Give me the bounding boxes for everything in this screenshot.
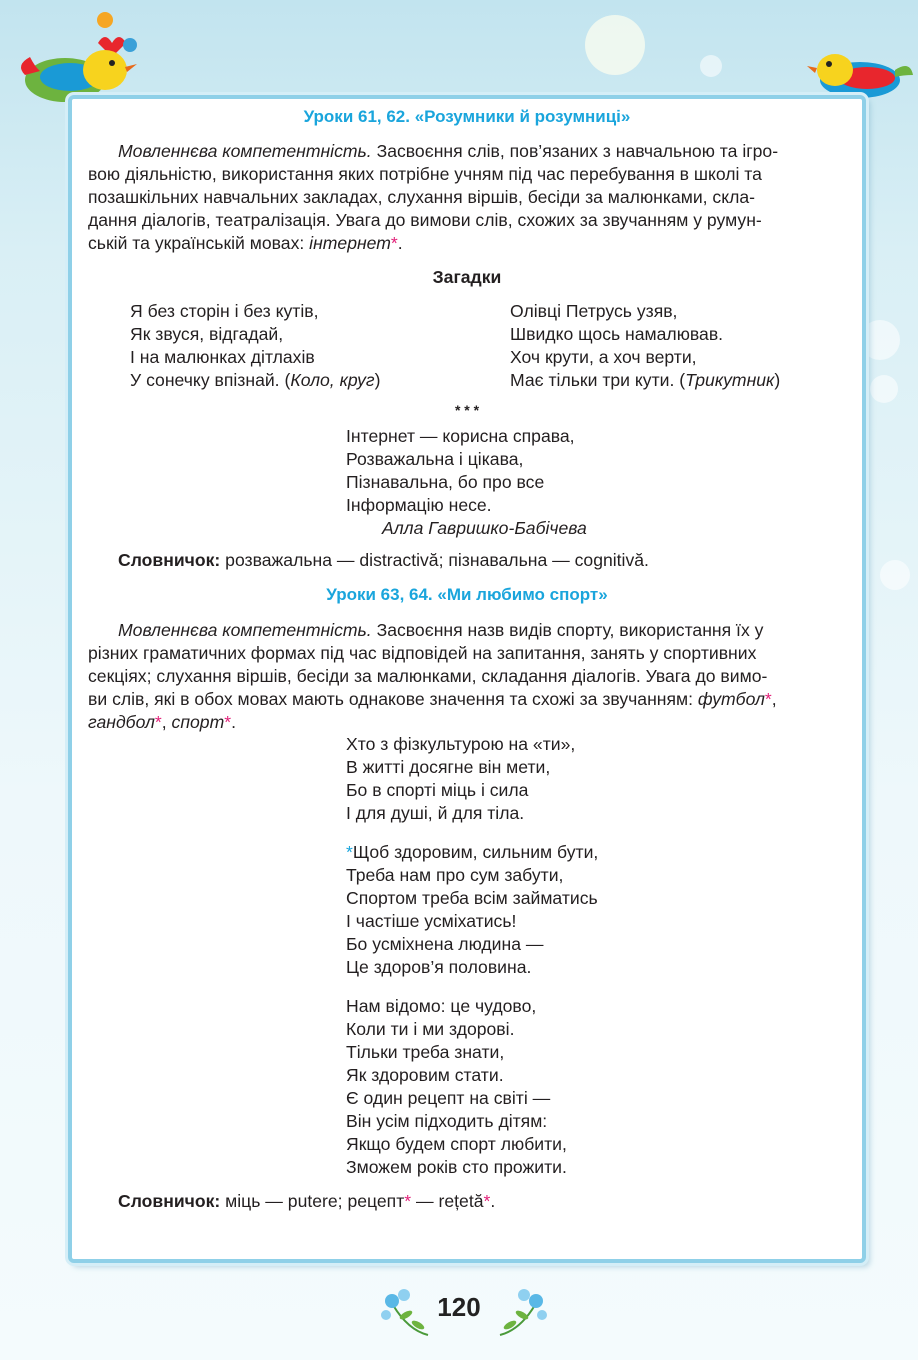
asterisk-mark: * [404,1191,412,1211]
vocabulary-text: . [490,1191,496,1211]
intro-line: ській та українській мовах: [88,233,310,253]
asterisk-mark: * [390,233,398,253]
poem-line: Коли ти і ми здорові. [346,1019,515,1039]
poem-line: Треба нам про сум забути, [346,865,564,885]
asterisk-mark: * [764,689,772,709]
intro-line: Засвоєння слів, пов’язаних з навчальною та ігро- [371,141,779,161]
bokeh-circle [585,15,645,75]
bokeh-circle [870,375,898,403]
bokeh-circle [880,560,910,590]
poem-line: Бо в спорті міць і сила [346,780,529,800]
intro-label: Мовленнєва компетентність. [118,620,372,640]
intro-label: Мовленнєва компетентність. [118,141,372,161]
bokeh-circle [860,320,900,360]
poem-line: Як здоровим стати. [346,1065,504,1085]
poem-line: І для душі, й для тіла. [346,803,525,823]
page-number: 120 [437,1292,481,1322]
riddle-line: Олівці Петрусь узяв, [510,301,678,321]
asterisk-mark: * [224,712,232,732]
vocabulary-label: Словничок: [118,1191,221,1211]
intro-line: ви слів, які в обох мовах мають однакове значення та схожі за звучанням: [88,689,698,709]
lesson-heading: Уроки 63, 64. «Ми любимо спорт» [326,585,608,604]
intro-line: позашкільних навчальних закладах, слухання віршів, бесіди за малюнками, скла- [88,187,756,207]
poem-internet [346,425,587,540]
poem-line: Бо усміхнена людина — [346,934,544,954]
riddle-line: Має тільки три кути. ( [510,370,686,390]
riddle-answer: Трикутник [685,370,775,390]
lesson-intro: Мовленнєва компетентність. Засвоєння назв видів спорту, використання їх у різних граматичних формах під час відповідей на запитання, занять у спортивних секціях; слухання віршів, бесіди за малюнками, складання діалогів. Увага до вимо- ви слів, які в обох мовах мають однакове значення та схожі за звучанням: футбол*, гандбол*, спорт*. [88,619,838,734]
poem-sport-3 [346,995,567,1179]
separator-stars: * * * [454,402,480,418]
poem-line: В житті досягне він мети, [346,757,551,777]
word-sport: спорт [171,712,225,732]
riddle-line: Хоч крути, а хоч верти, [510,347,697,367]
riddle-line: Швидко щось намалював. [510,324,724,344]
bokeh-circle [700,55,722,77]
asterisk-mark: * [154,712,162,732]
poem-author: Алла Гавришко-Бабічева [382,518,587,538]
poem-line: Є один рецепт на світі — [346,1088,551,1108]
asterisk-mark: * [346,842,353,862]
vocabulary-2 [118,1190,495,1213]
riddle-2: Олівці Петрусь узяв, Швидко щось намалював. Хоч крути, а хоч верти, Має тільки три кути. (Трикутник) [510,301,781,390]
riddle-line: Я без сторін і без кутів, [130,301,319,321]
intro-line: секціях; слухання віршів, бесіди за малюнками, складання діалогів. Увага до вимо- [88,666,768,686]
lesson-heading: Уроки 61, 62. «Розумники й розумниці» [303,107,631,126]
poem-line: Хто з фізкультурою на «ти», [346,734,576,754]
word-football: футбол [697,689,765,709]
riddle-line: У сонечку впізнай. ( [130,370,291,390]
poem-line: Розважальна і цікава, [346,449,524,469]
poem-line: Це здоров’я половина. [346,957,532,977]
poem-line: Щоб здоровим, сильним бути, [352,842,599,862]
intro-line: Засвоєння назв видів спорту, використання їх у [371,620,764,640]
asterisk-mark: * [483,1191,491,1211]
word-internet: інтернет [309,233,391,253]
poem-line: Якщо будем спорт любити, [346,1134,567,1154]
vocabulary-label: Словничок: [118,550,221,570]
word-handball: гандбол [88,712,155,732]
lesson-intro: Мовленнєва компетентність. Засвоєння слів, пов’язаних з навчальною та ігро- вою діяльністю, використання яких потрібне учням під час перебування в школі та позашкільних навчальних закладах, слухання віршів, бесіди за малюнками, скла- дання діалогів, театралізація. Увага до вимови слів, схожих за звучанням у румун- ській та українській мовах: інтернет*. [88,140,838,255]
riddle-answer: Коло, круг [290,370,375,390]
poem-line: Зможем років сто прожити. [346,1157,567,1177]
riddle-1: Я без сторін і без кутів, Як звуся, відгадай, І на малюнках дітлахів У сонечку впізнай. (Коло, круг) [130,301,381,390]
poem-line: Спортом треба всім займатись [346,888,598,908]
poem-line: І частіше усміхатись! [346,911,517,931]
poem-line: Інформацію несе. [346,495,492,515]
floral-ornament-right-icon [490,1285,550,1345]
riddles-title: Загадки [432,267,502,287]
poem-sport-2 [346,841,598,979]
riddle-line: Як звуся, відгадай, [130,324,284,344]
vocabulary-text: міць — putere; рецепт [220,1191,405,1211]
poem-sport-1 [346,733,575,825]
poem-line: Інтернет — корисна справа, [346,426,575,446]
poem-line: Нам відомо: це чудово, [346,996,537,1016]
intro-line: різних граматичних формах під час відповідей на запитання, занять у спортивних [88,643,757,663]
intro-line: вою діяльністю, використання яких потрібне учням під час перебування в школі та [88,164,762,184]
poem-line: Тільки треба знати, [346,1042,505,1062]
vocabulary-1 [118,549,649,572]
riddle-line: І на малюнках дітлахів [130,347,315,367]
poem-line: Пізнавальна, бо про все [346,472,545,492]
intro-line: дання діалогів, театралізація. Увага до вимови слів, схожих за звучанням у румун- [88,210,762,230]
poem-line: Він усім підходить дітям: [346,1111,548,1131]
vocabulary-text: розважальна — distractivă; пізнавальна — cognitivă. [220,550,649,570]
vocabulary-text: — rețetă [411,1191,484,1211]
